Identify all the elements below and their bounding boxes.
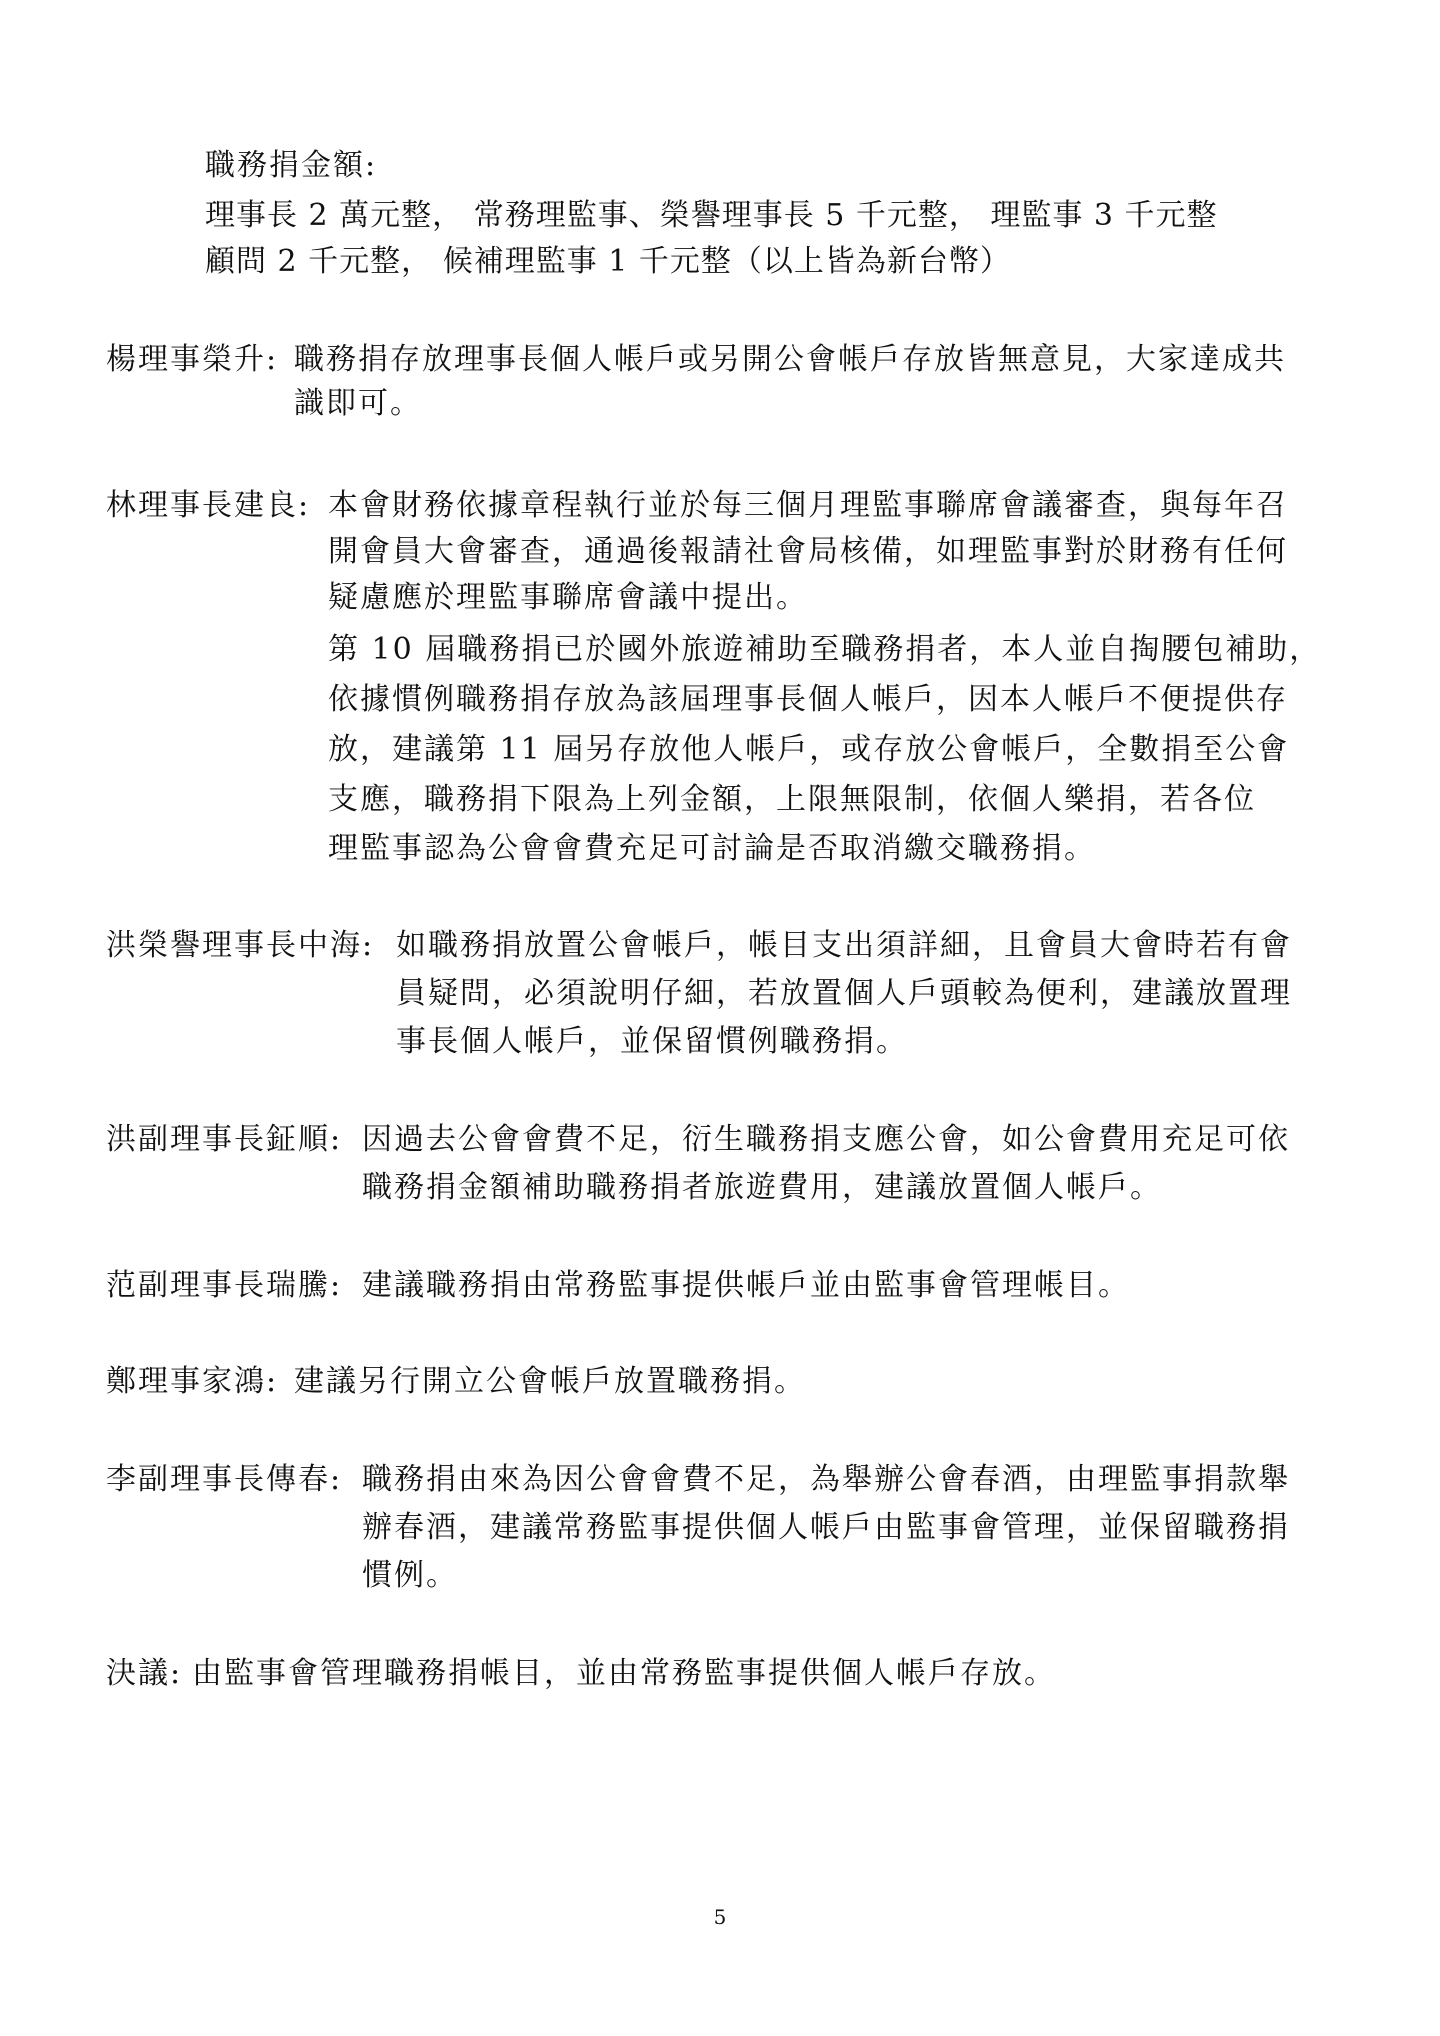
statement-line: 事長個人帳戶，並保留慣例職務捐。 bbox=[396, 1024, 908, 1059]
statement-line: 員疑問，必須說明仔細，若放置個人戶頭較為便利，建議放置理 bbox=[396, 976, 1292, 1011]
statement-line: 開會員大會審查，通過後報請社會局核備，如理監事對於財務有任何 bbox=[328, 534, 1288, 569]
statement-line: 因過去公會會費不足，衍生職務捐支應公會，如公會費用充足可依 bbox=[362, 1122, 1290, 1157]
speaker-label: 楊理事榮升: bbox=[106, 342, 279, 377]
dues-line-2: 顧問 2 千元整， 候補理監事 1 千元整（以上皆為新台幣） bbox=[205, 244, 1011, 279]
statement-line: 放，建議第 11 屆另存放他人帳戶，或存放公會帳戶，全數捐至公會 bbox=[328, 732, 1290, 767]
statement-line: 辦春酒，建議常務監事提供個人帳戶由監事會管理，並保留職務捐 bbox=[362, 1510, 1290, 1545]
statement-line: 建議另行開立公會帳戶放置職務捐。 bbox=[294, 1364, 806, 1399]
page-number: 5 bbox=[713, 1905, 727, 1929]
statement-line: 建議職務捐由常務監事提供帳戶並由監事會管理帳目。 bbox=[362, 1268, 1130, 1303]
dues-line-1: 理事長 2 萬元整， 常務理監事、榮譽理事長 5 千元整， 理監事 3 千元整 bbox=[205, 198, 1218, 233]
statement-line: 識即可。 bbox=[294, 386, 422, 421]
resolution-label: 決議: bbox=[106, 1656, 183, 1691]
speaker-label: 李副理事長傳春: bbox=[106, 1462, 343, 1497]
resolution-text: 由監事會管理職務捐帳目，並由常務監事提供個人帳戶存放。 bbox=[192, 1656, 1056, 1691]
statement-line: 本會財務依據章程執行並於每三個月理監事聯席會議審查，與每年召 bbox=[328, 488, 1288, 523]
statement-line: 第 10 屆職務捐已於國外旅遊補助至職務捐者，本人並自掏腰包補助， bbox=[328, 632, 1322, 667]
dues-title: 職務捐金額: bbox=[205, 148, 378, 183]
statement-line: 職務捐存放理事長個人帳戶或另開公會帳戶存放皆無意見，大家達成共 bbox=[294, 342, 1286, 377]
statement-line: 理監事認為公會會費充足可討論是否取消繳交職務捐。 bbox=[328, 831, 1096, 866]
statement-line: 職務捐由來為因公會會費不足，為舉辦公會春酒，由理監事捐款舉 bbox=[362, 1462, 1290, 1497]
statement-line: 依據慣例職務捐存放為該屆理事長個人帳戶，因本人帳戶不便提供存 bbox=[328, 682, 1288, 717]
speaker-label: 范副理事長瑞騰: bbox=[106, 1268, 343, 1303]
speaker-label: 洪榮譽理事長中海: bbox=[106, 928, 375, 963]
speaker-label: 鄭理事家鴻: bbox=[106, 1364, 279, 1399]
statement-line: 疑慮應於理監事聯席會議中提出。 bbox=[328, 580, 808, 615]
statement-line: 慣例。 bbox=[362, 1558, 458, 1593]
statement-line: 支應，職務捐下限為上列金額，上限無限制，依個人樂捐，若各位 bbox=[328, 782, 1256, 817]
speaker-label: 林理事長建良: bbox=[106, 488, 311, 523]
speaker-label: 洪副理事長鉦順: bbox=[106, 1122, 343, 1157]
statement-line: 職務捐金額補助職務捐者旅遊費用，建議放置個人帳戶。 bbox=[362, 1170, 1162, 1205]
statement-line: 如職務捐放置公會帳戶，帳目支出須詳細，且會員大會時若有會 bbox=[396, 928, 1292, 963]
